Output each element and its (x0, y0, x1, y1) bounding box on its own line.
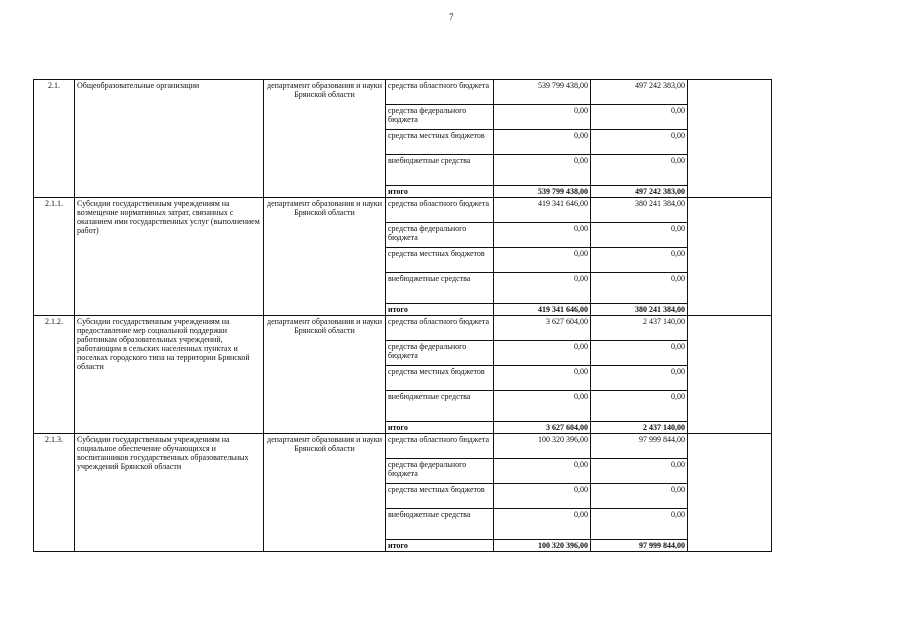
amount-value-1: 0,00 (494, 223, 591, 248)
total-value-2: 2 437 140,00 (591, 422, 688, 434)
funding-source: внебюджетные средства (386, 509, 494, 540)
total-value-2: 380 241 384,00 (591, 304, 688, 316)
amount-value-2: 0,00 (591, 366, 688, 391)
amount-value-1: 0,00 (494, 155, 591, 186)
total-value-1: 419 341 646,00 (494, 304, 591, 316)
amount-value-2: 0,00 (591, 391, 688, 422)
amount-value-2: 0,00 (591, 223, 688, 248)
total-label: итого (386, 540, 494, 552)
funding-source: средства федерального бюджета (386, 459, 494, 484)
amount-value-1: 0,00 (494, 105, 591, 130)
budget-table (33, 79, 772, 552)
amount-value-2: 0,00 (591, 248, 688, 273)
amount-value-2: 0,00 (591, 273, 688, 304)
amount-value-2: 0,00 (591, 509, 688, 540)
amount-value-1: 100 320 396,00 (494, 434, 591, 459)
section-executor: департамент образования и науки Брянской области (264, 316, 386, 434)
empty-cell (688, 434, 772, 552)
total-label: итого (386, 186, 494, 198)
total-value-1: 539 799 438,00 (494, 186, 591, 198)
section-number: 2.1. (34, 80, 75, 198)
amount-value-1: 0,00 (494, 366, 591, 391)
funding-source: внебюджетные средства (386, 155, 494, 186)
funding-source: внебюджетные средства (386, 391, 494, 422)
amount-value-1: 0,00 (494, 509, 591, 540)
section-name: Субсидии государственным учреждениям на возмещение нормативных затрат, связанных с оказанием ими государственных услуг (выполнением работ) (75, 198, 264, 316)
amount-value-1: 0,00 (494, 391, 591, 422)
amount-value-2: 0,00 (591, 105, 688, 130)
table-row (34, 80, 772, 105)
amount-value-1: 539 799 438,00 (494, 80, 591, 105)
page-number: 7 (449, 12, 454, 22)
section-name: Общеобразовательные организации (75, 80, 264, 198)
table-row (34, 434, 772, 459)
funding-source: средства областного бюджета (386, 198, 494, 223)
funding-source: средства федерального бюджета (386, 341, 494, 366)
table-body (34, 80, 772, 552)
funding-source: средства местных бюджетов (386, 248, 494, 273)
amount-value-2: 0,00 (591, 459, 688, 484)
funding-source: средства федерального бюджета (386, 223, 494, 248)
total-value-1: 3 627 604,00 (494, 422, 591, 434)
section-name: Субсидии государственным учреждениям на социальное обеспечение обучающихся и воспитанников государственных образовательных учреждений Брянской области (75, 434, 264, 552)
section-executor: департамент образования и науки Брянской области (264, 80, 386, 198)
total-value-2: 97 999 844,00 (591, 540, 688, 552)
funding-source: средства областного бюджета (386, 316, 494, 341)
amount-value-2: 0,00 (591, 484, 688, 509)
amount-value-1: 3 627 604,00 (494, 316, 591, 341)
table-row (34, 198, 772, 223)
section-executor: департамент образования и науки Брянской области (264, 198, 386, 316)
section-number: 2.1.3. (34, 434, 75, 552)
amount-value-2: 380 241 384,00 (591, 198, 688, 223)
amount-value-1: 0,00 (494, 130, 591, 155)
funding-source: средства областного бюджета (386, 434, 494, 459)
total-label: итого (386, 304, 494, 316)
amount-value-1: 419 341 646,00 (494, 198, 591, 223)
total-value-1: 100 320 396,00 (494, 540, 591, 552)
amount-value-1: 0,00 (494, 484, 591, 509)
amount-value-2: 0,00 (591, 155, 688, 186)
amount-value-2: 497 242 383,00 (591, 80, 688, 105)
funding-source: средства местных бюджетов (386, 366, 494, 391)
funding-source: средства местных бюджетов (386, 130, 494, 155)
amount-value-1: 0,00 (494, 273, 591, 304)
empty-cell (688, 80, 772, 198)
funding-source: средства областного бюджета (386, 80, 494, 105)
amount-value-1: 0,00 (494, 341, 591, 366)
total-value-2: 497 242 383,00 (591, 186, 688, 198)
empty-cell (688, 316, 772, 434)
section-executor: департамент образования и науки Брянской области (264, 434, 386, 552)
empty-cell (688, 198, 772, 316)
amount-value-1: 0,00 (494, 459, 591, 484)
amount-value-2: 0,00 (591, 130, 688, 155)
table-row (34, 316, 772, 341)
funding-source: внебюджетные средства (386, 273, 494, 304)
section-number: 2.1.2. (34, 316, 75, 434)
amount-value-1: 0,00 (494, 248, 591, 273)
section-number: 2.1.1. (34, 198, 75, 316)
section-name: Субсидии государственным учреждениям на предоставление мер социальной поддержки работникам образовательных учреждений, работающим в сельских населенных пунктах и поселках городского типа на территории Брянской области (75, 316, 264, 434)
funding-source: средства местных бюджетов (386, 484, 494, 509)
total-label: итого (386, 422, 494, 434)
amount-value-2: 2 437 140,00 (591, 316, 688, 341)
funding-source: средства федерального бюджета (386, 105, 494, 130)
amount-value-2: 0,00 (591, 341, 688, 366)
amount-value-2: 97 999 844,00 (591, 434, 688, 459)
